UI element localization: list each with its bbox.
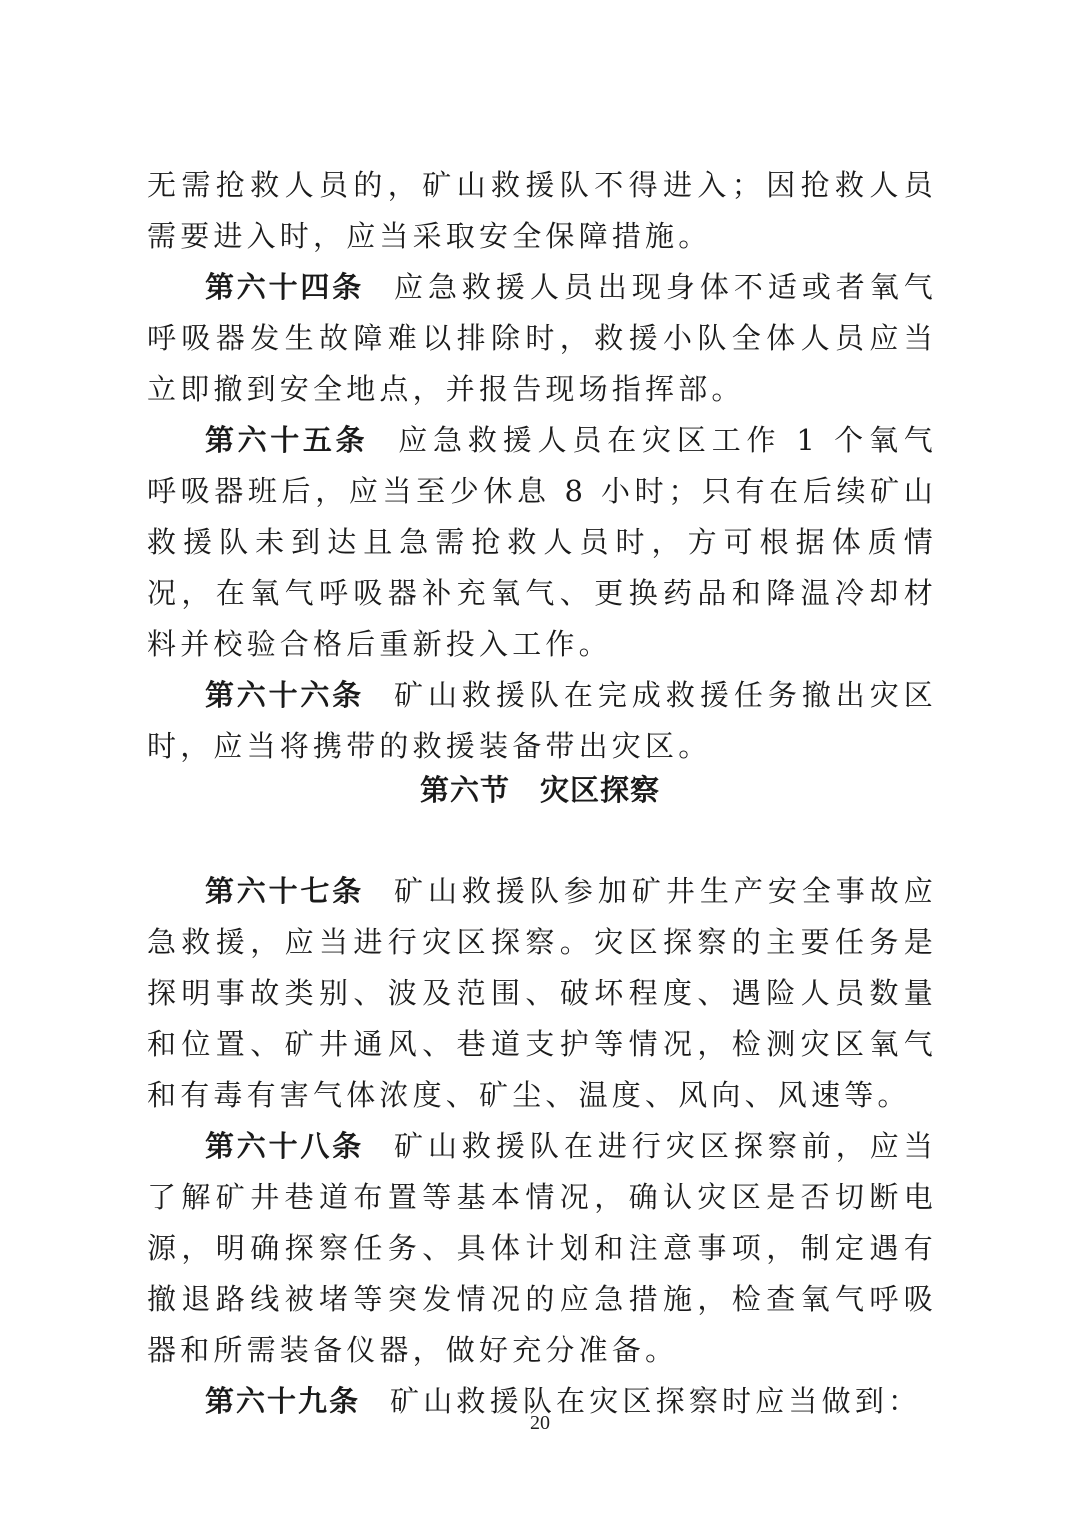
continuation-paragraph: 无需抢救人员的，矿山救援队不得进入；因抢救人员需要进入时，应当采取安全保障措施。 xyxy=(147,168,937,253)
article-number: 第六十五条 xyxy=(205,423,369,457)
article-number: 第六十七条 xyxy=(205,874,364,908)
article-text: 矿山救援队参加矿井生产安全事故应急救援，应当进行灾区探察。灾区探察的主要任务是探明事故类别、波及范围、破坏程度、遇险人员数量和位置、矿井通风、巷道支护等情况，检测灾区氧气和有毒有害气体浓度、矿尘、温度、风向、风速等。 xyxy=(147,874,937,1112)
article-67 xyxy=(147,866,937,1121)
article-text: 应急救援人员出现身体不适或者氧气呼吸器发生故障难以排除时，救援小队全体人员应当立即撤到安全地点，并报告现场指挥部。 xyxy=(147,270,937,406)
article-text: 矿山救援队在完成救援任务撤出灾区时，应当将携带的救援装备带出灾区。 xyxy=(147,678,937,763)
article-number: 第六十四条 xyxy=(205,270,364,304)
article-66 xyxy=(147,670,937,772)
article-text: 矿山救援队在进行灾区探察前，应当了解矿井巷道布置等基本情况，确认灾区是否切断电源，明确探察任务、具体计划和注意事项，制定遇有撤退路线被堵等突发情况的应急措施，检查氧气呼吸器和所需装备仪器，做好充分准备。 xyxy=(147,1129,937,1367)
text-block-top xyxy=(147,160,937,772)
section-heading: 第六节 灾区探察 xyxy=(419,773,660,807)
page-number: 20 xyxy=(530,1412,550,1434)
article-number: 第六十八条 xyxy=(205,1129,364,1163)
article-64 xyxy=(147,262,937,415)
article-text: 矿山救援队在灾区探察时应当做到： xyxy=(390,1384,922,1418)
article-text: 应急救援人员在灾区工作 1 个氧气呼吸器班后，应当至少休息 8 小时；只有在后续矿山救援队未到达且急需抢救人员时，方可根据体质情况，在氧气呼吸器补充氧气、更换药品和降温冷却材料并校验合格后重新投入工作。 xyxy=(147,423,937,661)
text-block-bottom xyxy=(147,866,937,1427)
article-number: 第六十六条 xyxy=(205,678,364,712)
article-68 xyxy=(147,1121,937,1376)
article-number: 第六十九条 xyxy=(205,1384,361,1418)
article-65 xyxy=(147,415,937,670)
